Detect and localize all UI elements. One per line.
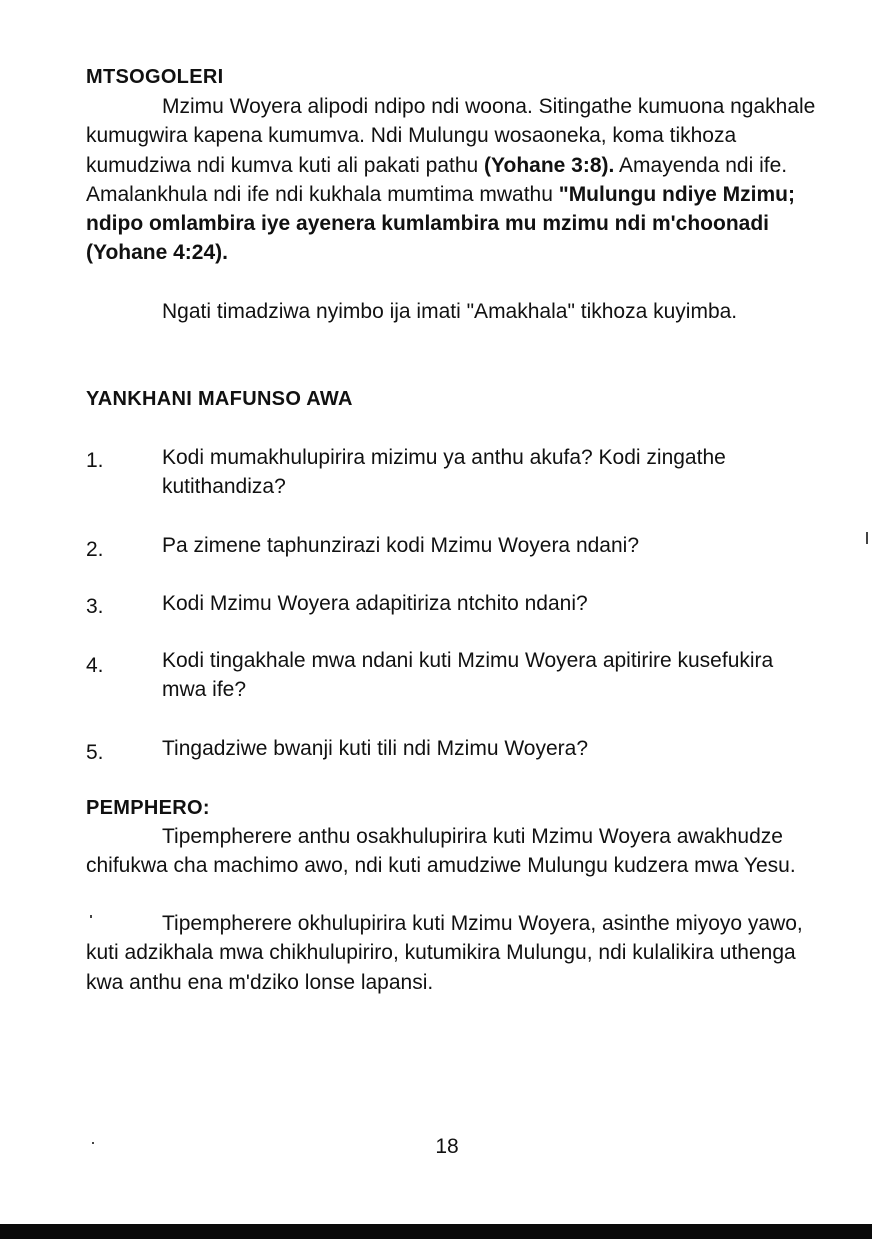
scan-edge-bar	[0, 1224, 872, 1239]
section-heading-mtsogoleri: MTSOGOLERI	[86, 66, 224, 88]
question-number: 3.	[86, 595, 104, 618]
question-text: Kodi Mzimu Woyera adapitiriza ntchito ndani?	[162, 592, 588, 615]
scripture-quote: "Mulungu ndiye Mzimu; ndipo omlambira iye ayenera kumlambira mu mzimu ndi m'choonadi (Yohane 4:24).	[86, 182, 795, 265]
question-number: 1.	[86, 449, 104, 472]
section-heading-questions: YANKHANI MAFUNSO AWA	[86, 388, 353, 410]
paragraph-intro	[86, 92, 826, 268]
paragraph-song: Ngati timadziwa nyimbo ija imati "Amakhala" tikhoza kuyimba.	[162, 300, 738, 323]
paragraph-text: Amayenda ndi ife. Amalankhula ndi ife ndi kukhala mumtima mwathu	[86, 153, 788, 206]
question-number: 4.	[86, 654, 104, 677]
paragraph-text: Mzimu Woyera alipodi ndipo ndi woona. Sitingathe kumuona ngakhale kumugwira kapena kumumva. Ndi Mulungu wosaoneka, koma tikhoza kumudziwa ndi kumva kuti ali pakati pathu	[86, 95, 816, 177]
question-text: Kodi mumakhulupirira mizimu ya anthu akufa? Kodi zingathe kutithandiza?	[162, 446, 726, 498]
scan-speck	[92, 1142, 94, 1144]
question-text: Tingadziwe bwanji kuti tili ndi Mzimu Woyera?	[162, 737, 588, 760]
scan-mark	[866, 532, 868, 544]
question-number: 5.	[86, 741, 104, 764]
question-number: 2.	[86, 538, 104, 561]
question-text: Kodi tingakhale mwa ndani kuti Mzimu Woyera apitirire kusefukira mwa ife?	[162, 649, 774, 701]
question-text: Pa zimene taphunzirazi kodi Mzimu Woyera ndani?	[162, 534, 640, 557]
paragraph-prayer-2: Tipempherere okhulupirira kuti Mzimu Woyera, asinthe miyoyo yawo, kuti adzikhala mwa chikhulupiriro, kutumikira Mulungu, ndi kulalikira uthenga kwa anthu ena m'dziko lonse lapansi.	[86, 912, 803, 994]
scan-speck	[90, 915, 92, 918]
paragraph-prayer-1: Tipempherere anthu osakhulupirira kuti Mzimu Woyera awakhudze chifukwa cha machimo awo, ndi kuti amudziwe Mulungu kudzera mwa Yesu.	[86, 825, 796, 878]
section-heading-prayer: PEMPHERO:	[86, 797, 210, 819]
scripture-reference: (Yohane 3:8).	[484, 153, 615, 177]
page-number: 18	[435, 1135, 459, 1158]
